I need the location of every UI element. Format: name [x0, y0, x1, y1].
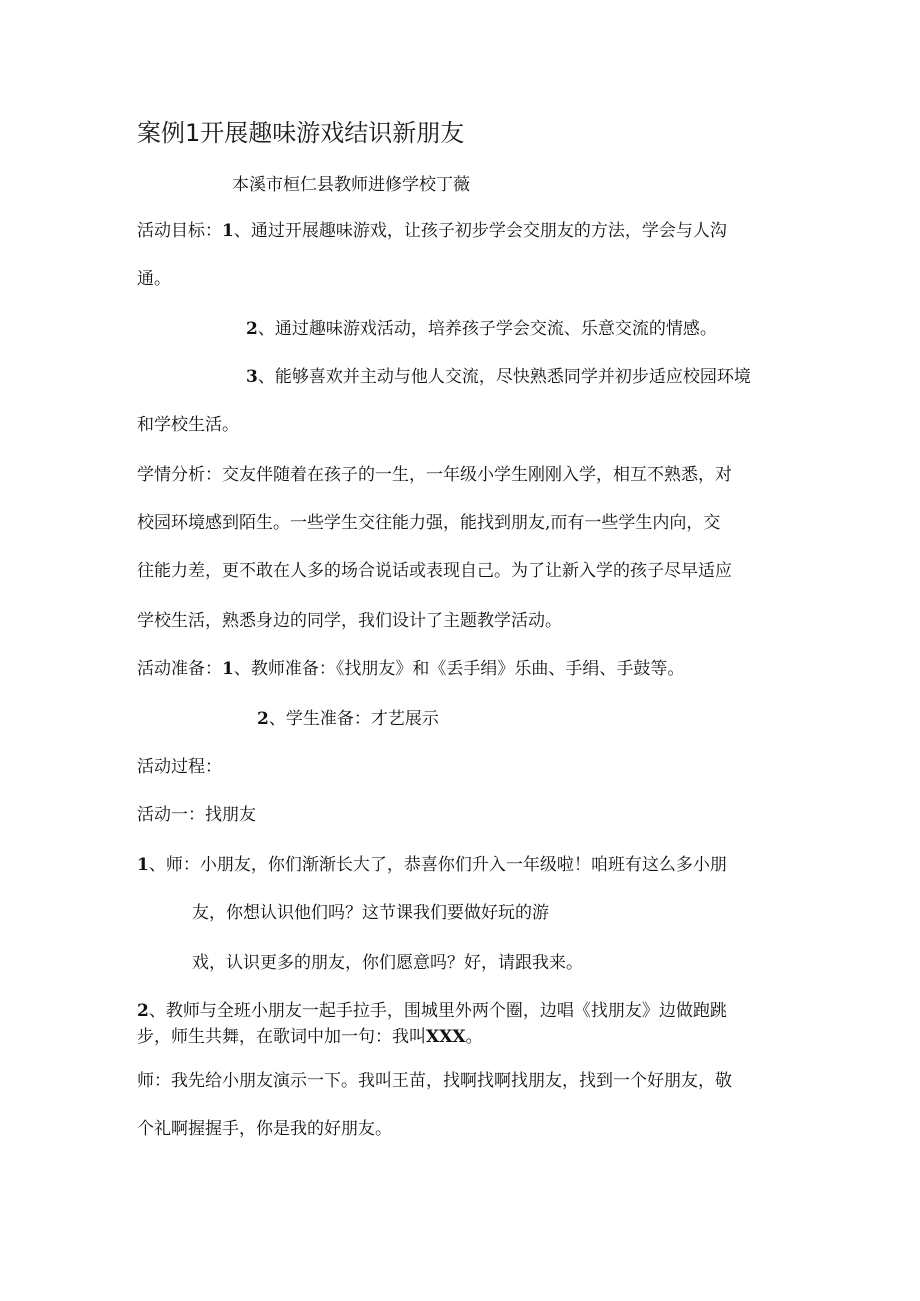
- goal-num-3: 3: [246, 367, 258, 387]
- process-label: 活动过程：: [137, 757, 222, 777]
- analysis-line-4: 学校生活，熟悉身边的同学，我们设计了主题教学活动。: [137, 611, 562, 631]
- goal-item-1-line2: 通。: [137, 269, 171, 289]
- prep-item-1: [137, 658, 684, 680]
- analysis-line-1: 学情分析：交友伴随着在孩子的一生，一年级小学生刚刚入学，相互不熟悉，对: [137, 465, 732, 485]
- goal-item-3-line2: 和学校生活。: [137, 415, 239, 435]
- analysis-line-2: 校园环境感到陌生。一些学生交往能力强，能找到朋友,而有一些学生内向，交: [137, 513, 721, 533]
- doc-title: 案例1开展趣味游戏结识新朋友: [137, 119, 465, 147]
- activity-1-label: 活动一：找朋友: [137, 805, 256, 825]
- prep-label: 活动准备：: [137, 659, 222, 679]
- step-2-line1: [137, 1000, 727, 1022]
- step-2-text-c: 。: [465, 1027, 483, 1047]
- step-1-line3: 戏，认识更多的朋友，你们愿意吗？好，请跟我来。: [192, 953, 583, 973]
- goal-num-1: 1: [222, 221, 234, 241]
- goal-item-3-line1: [246, 366, 751, 388]
- step-2-placeholder-name: XXX: [426, 1027, 466, 1047]
- goal-num-2: 2: [246, 319, 258, 339]
- prep-text-1: 、教师准备：《找朋友》和《丢手绢》乐曲、手绢、手鼓等。: [233, 659, 685, 679]
- prep-item-2: [257, 708, 439, 730]
- goal-item-2: [246, 318, 717, 340]
- step-1-line1: [137, 854, 727, 876]
- step-2-text-a: 步，师生共舞，在歌词中加一句：我叫: [137, 1027, 426, 1047]
- step-1-text: 、师：小朋友，你们渐渐长大了，恭喜你们升入一年级啦！咱班有这么多小朋: [148, 855, 727, 875]
- analysis-line-3: 往能力差，更不敢在人多的场合说话或表现自己。为了让新入学的孩子尽早适应: [137, 561, 732, 581]
- prep-num-2: 2: [257, 709, 269, 729]
- step-1-num: 1: [137, 855, 149, 875]
- goal-text-3: 、能够喜欢并主动与他人交流，尽快熟悉同学并初步适应校园环境: [257, 367, 751, 387]
- author-line: 本溪市桓仁县教师进修学校丁薇: [232, 175, 470, 195]
- prep-text-2: 、学生准备：才艺展示: [268, 709, 439, 729]
- goals-label: 活动目标：: [137, 221, 222, 241]
- step-2-line2: [137, 1026, 483, 1048]
- step-2-text: 、教师与全班小朋友一起手拉手，围城里外两个圈，边唱《找朋友》边做跑跳: [148, 1001, 727, 1021]
- goal-text-2: 、通过趣味游戏活动，培养孩子学会交流、乐意交流的情感。: [257, 319, 717, 339]
- teacher-line-1: 师：我先给小朋友演示一下。我叫王苗，找啊找啊找朋友，找到一个好朋友，敬: [137, 1071, 732, 1091]
- teacher-line-2: 个礼啊握握手，你是我的好朋友。: [137, 1119, 392, 1139]
- goal-text-1: 、通过开展趣味游戏，让孩子初步学会交朋友的方法，学会与人沟: [233, 221, 727, 241]
- prep-num-1: 1: [222, 659, 234, 679]
- step-2-num: 2: [137, 1001, 149, 1021]
- step-1-line2: 友，你想认识他们吗？这节课我们要做好玩的游: [192, 903, 549, 923]
- goal-item-1-line1: [137, 220, 727, 242]
